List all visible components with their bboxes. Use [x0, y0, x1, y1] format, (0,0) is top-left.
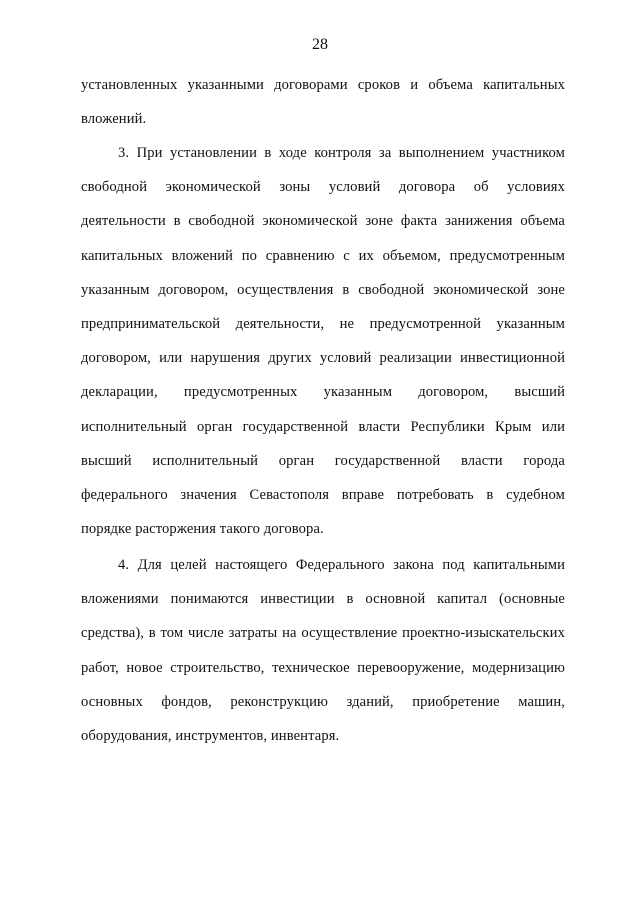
text-line: 3. При установлении в ходе контроля за выполнением участником — [118, 145, 565, 161]
page-number: 28 — [312, 36, 328, 53]
text-line: федерального значения Севастополя вправе потребовать в судебном — [81, 487, 565, 504]
paragraph-continuation — [81, 68, 565, 136]
text-line: декларации, предусмотренных указанным договором, высший — [81, 384, 565, 401]
text-line: вложениями понимаются инвестиции в основной капитал (основные — [81, 591, 565, 608]
text-line: указанным договором, осуществления в свободной экономической зоне — [81, 281, 565, 298]
text-line: деятельности в свободной экономической зоне факта занижения объема — [81, 213, 565, 230]
text-line: порядке расторжения такого договора. — [81, 521, 324, 538]
text-line: основных фондов, реконструкцию зданий, приобретение машин, — [81, 693, 565, 710]
paragraph-3 — [81, 136, 565, 546]
text-line: свободной экономической зоны условий договора об условиях — [81, 179, 565, 196]
text-line: средства), в том числе затраты на осуществление проектно-изыскательских — [81, 625, 565, 642]
paragraph-4 — [81, 548, 565, 753]
text-line: работ, новое строительство, техническое перевооружение, модернизацию — [81, 659, 565, 676]
text-line: высший исполнительный орган государственной власти города — [81, 452, 565, 469]
text-line: 4. Для целей настоящего Федерального закона под капитальными — [118, 557, 565, 573]
text-line: оборудования, инструментов, инвентаря. — [81, 728, 340, 745]
text-line: предпринимательской деятельности, не предусмотренной указанным — [81, 316, 565, 333]
text-line: установленных указанными договорами сроков и объема капитальных — [81, 77, 565, 93]
text-line: исполнительный орган государственной власти Республики Крым или — [81, 418, 565, 435]
text-line: вложений. — [81, 111, 147, 128]
text-line: договором, или нарушения других условий реализации инвестиционной — [81, 350, 565, 367]
text-line: капитальных вложений по сравнению с их объемом, предусмотренным — [81, 247, 565, 264]
